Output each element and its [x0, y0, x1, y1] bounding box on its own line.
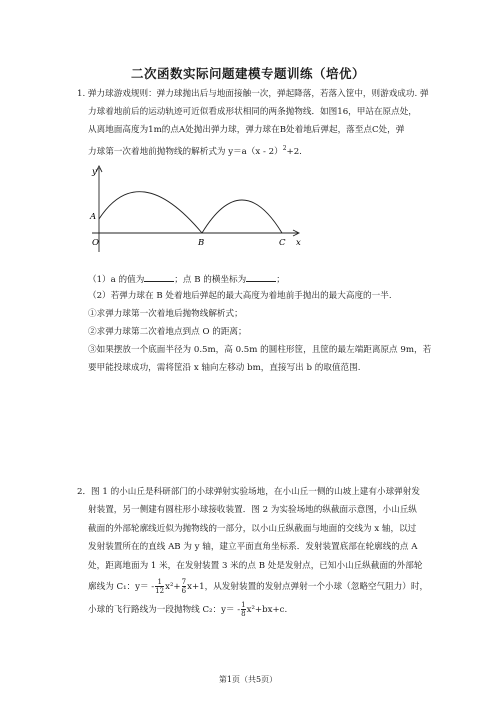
q2-c1-tail: x+1，从发射装置的发射点弹射一个小球（忽略空气阻力）时，: [187, 582, 429, 592]
q2-fraction-denominator: 6: [181, 587, 187, 595]
q2-c1-label: 廓线为 C₁：y＝ -: [88, 582, 155, 592]
q2-fraction-7-6: [182, 578, 186, 595]
q1-answer-blank-b[interactable]: [246, 272, 276, 282]
q1-sub-3-line-2: 要甲能投球成功，需将筐沿 x 轴向左移动 bm，直接写出 b 的取值范围.: [88, 363, 361, 373]
q2-c2-label: 小球的飞行路线为一段抛物线 C₂：y＝ -: [88, 605, 241, 615]
q1-formula-text: 力球第一次着地前抛物线的解析式为 y＝a（x - 2）: [88, 146, 283, 157]
q1-point-b-label: B: [198, 238, 205, 248]
q2-fraction-1-12: [155, 578, 164, 595]
q2-text-line-7: [88, 601, 287, 618]
q2-text-line-1: 2．图 1 的小山丘是科研部门的小球弹射实验场地，在小山丘一侧的山坡上建有小球弹射发: [77, 487, 420, 497]
q1-part-1-text-c: ；: [276, 275, 285, 285]
q1-point-a-label: A: [90, 212, 97, 222]
q1-part-1: [88, 272, 285, 286]
page-footer: 第1页（共5页）: [218, 675, 278, 684]
q1-formula-exponent: 2: [282, 145, 287, 152]
q1-x-axis-label: x: [296, 238, 301, 248]
q1-sub-1: ①求弹力球第一次着地后抛物线解析式；: [88, 309, 243, 319]
q1-part-1-text-b: ；点 B 的横坐标为: [174, 275, 247, 285]
q2-fraction-numerator: 7: [181, 578, 187, 586]
q1-sub-2: ②求弹力球第二次着地点到点 O 的距离；: [88, 327, 247, 337]
q1-parabola-second: [202, 200, 282, 233]
q2-fraction-denominator: 12: [155, 587, 165, 595]
q1-text-line-2: 力球着地前后的运动轨迹可近似看成形状相同的两条抛物线．如图16，甲站在原点处，: [88, 107, 417, 117]
q2-fraction-numerator: 1: [241, 601, 246, 609]
q1-part-1-text-a: （1）a 的值为: [88, 275, 145, 285]
q1-formula-tail: +2.: [286, 146, 302, 157]
q2-text-line-2: 射装置，另一侧建有圆柱形小球接收装置．图 2 为实验场地的纵截面示意图，小山丘纵: [88, 505, 417, 515]
q1-y-axis-label: y: [92, 167, 97, 177]
page-title: 二次函数实际问题建模专题训练（培优）: [130, 66, 365, 81]
q1-figure: [86, 162, 310, 254]
q2-text-line-5: 处，距离地面为 1 米，在发射装置 3 米的点 B 处是发射点，已知小山丘纵截面的外部轮: [88, 561, 423, 571]
q1-parabola-first: [99, 192, 202, 233]
q2-c1-term: x²+: [165, 582, 181, 592]
q2-text-line-3: 截面的外部轮廓线近似为抛物线的一部分，以小山丘纵截面与地面的交线为 x 轴，以过: [88, 524, 417, 534]
q2-text-line-4: 发射装置所在的直线 AB 为 y 轴，建立平面直角坐标系．发射装置底部在轮廓线的点 A: [88, 542, 418, 552]
q2-fraction-denominator: 8: [241, 610, 246, 618]
q2-c2-tail: x²+bx+c.: [246, 605, 288, 615]
q1-sub-3-line-1: ③如果摆放一个底面半径为 0.5m，高 0.5m 的圆柱形筐，且筐的最左端距离原点 9m，若: [88, 345, 432, 355]
q1-part-2: （2）若弹力球在 B 处着地后弹起的最大高度为着地前手抛出的最大高度的一半.: [88, 291, 392, 301]
q1-answer-blank-a[interactable]: [144, 272, 174, 282]
q2-fraction-numerator: 1: [157, 578, 162, 586]
q1-text-line-1: 1. 弹力球游戏规则：弹力球抛出后与地面接触一次，弹起降落，若落入筐中，则游戏成功. 弹: [77, 89, 429, 99]
q1-text-line-3: 从离地面高度为1m的点A处抛出弹力球，弹力球在B处着地后弹起，落至点C处，弹: [88, 125, 405, 135]
q1-text-line-4: [88, 143, 302, 158]
q2-fraction-1-8: [241, 601, 245, 618]
q1-point-c-label: C: [279, 238, 286, 248]
q1-origin-label: O: [92, 238, 99, 248]
q2-text-line-6: [88, 578, 428, 595]
